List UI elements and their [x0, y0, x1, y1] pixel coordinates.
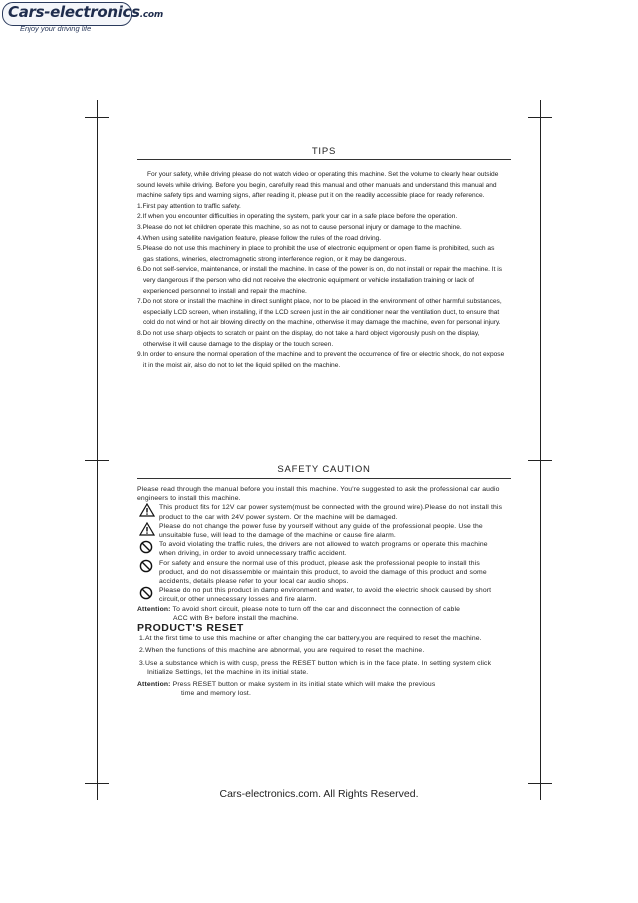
attention-line — [137, 680, 505, 689]
reset-item: 3.Use a substance which is with cusp, press the RESET button which is in the face plate. In setting system click Initialize Settings, let the machine in its initial state. — [139, 659, 492, 676]
caution-text: To avoid violating the traffic rules, the drivers are not allowed to watch programs or operate this machine when driving, in order to avoid unnecessary traffic accident. — [159, 541, 488, 558]
tips-item: 9.In order to ensure the normal operation of the machine and to prevent the occurrence of fire or electric shock, do not expose it in the moist air, also do not to let the liquid spilled on the machine. — [137, 351, 505, 369]
attention-text: To avoid short circuit, please note to turn off the car and disconnect the connection of cable — [172, 605, 461, 613]
logo-wordmark: Cars-electronics.com — [8, 3, 163, 21]
attention-label: Attention: — [137, 605, 171, 613]
safety-title-rule — [137, 478, 511, 479]
caution-text: This product fits for 12V car power system(must be connected with the ground wire).Please do not install this product to the car with 24V power system. Or the machine will be damaged. — [159, 504, 503, 521]
crop-mark — [540, 100, 541, 130]
tips-item: 5.Please do not use this machinery in place to prohibit the use of electronic equipment or open flame is prohibited, such as gas stations, wineries, electromagnetic strong interference region, or it may be dangerous. — [137, 245, 495, 263]
reset-item: 1.At the first time to use this machine or after changing the car battery,you are required to reset the machine. — [139, 635, 482, 643]
crop-mark — [528, 460, 552, 461]
copyright-footer: Cars-electronics.com. All Rights Reserved. — [219, 788, 419, 800]
crop-mark — [85, 783, 109, 784]
crop-mark — [97, 130, 98, 780]
crop-mark — [97, 100, 98, 130]
prohibit-icon — [139, 586, 153, 603]
reset-item: 2.When the functions of this machine are abnormal, you are required to reset the machine. — [139, 647, 425, 655]
safety-body — [137, 485, 505, 698]
prohibit-icon — [139, 559, 153, 576]
caution-item — [137, 559, 505, 587]
warning-icon — [139, 522, 155, 539]
logo-tagline: Enjoy your driving life — [20, 24, 92, 33]
tips-item: 3.Please do not let children operate this machine, so as not to cause personal injury or damage to the machine. — [137, 223, 462, 231]
caution-text: Please do not change the power fuse by yourself without any guide of the professional people. Use the unsuitable fuse, will lead to the damage of the machine or cause fire alarm. — [159, 522, 483, 540]
attention-line — [137, 605, 505, 614]
tips-item: 7.Do not store or install the machine in direct sunlight place, nor to be placed in the environment of other harmful substances, especially LCD screen, when installing, if the LCD screen just in the air conditioner near the ventilation duct, to ensure that cold do not wind or hot air blowing directly on the machine, otherwise it may damage the machine, even for personal injury. — [137, 298, 502, 327]
caution-text: Please do no put this product in damp environment and water, to avoid the electric shock caused by short circuit,or other unnecessary losses and fire alarm. — [159, 587, 492, 604]
safety-title: SAFETY CAUTION — [277, 464, 371, 475]
tips-item: 6.Do not self-service, maintenance, or install the machine. In case of the power is on, do not install or repair the machine. It is very dangerous if the person who did not receive the electronic equipment or vehicle installation training or lack of experienced personnel to install and repair the machine. — [137, 266, 503, 295]
safety-intro: Please read through the manual before you install this machine. You're suggested to ask the professional car audio engineers to install this machine. — [137, 486, 500, 503]
caution-text: For safety and ensure the normal use of this product, please ask the professional people to install this product, and do not disassemble or maintain this product, to avoid the damage of this product and some accidents, details please refer to your local car audio shops. — [159, 559, 487, 586]
attention-label: Attention: — [137, 681, 171, 689]
safety-attention — [137, 605, 505, 623]
brand-logo — [0, 0, 163, 36]
tips-item: 1.First pay attention to traffic safety. — [137, 202, 241, 210]
tips-item: 2.If when you encounter difficulties in operating the system, park your car in a safe place before the operation. — [137, 213, 458, 221]
warning-icon — [139, 503, 155, 520]
attention-continuation: time and memory lost. — [181, 690, 252, 698]
tips-title-rule — [137, 159, 511, 160]
attention-text: Press RESET button or make system in its initial state which will make the previous — [172, 681, 436, 689]
prohibit-icon — [139, 540, 153, 557]
caution-item — [137, 503, 505, 521]
reset-title: PRODUCT'S RESET — [137, 622, 244, 635]
tips-item: 8.Do not use sharp objects to scratch or paint on the display, do not take a hard object vigorously push on the display, otherwise it will cause damage to the display or the touch screen. — [137, 329, 480, 348]
tips-item: 4.When using satellite navigation feature, please follow the rules of the road driving. — [137, 234, 382, 242]
attention-continuation: ACC with B+ before install the machine. — [173, 614, 299, 622]
caution-item — [137, 540, 505, 558]
crop-mark — [540, 130, 541, 780]
crop-mark — [528, 117, 552, 118]
crop-mark — [528, 783, 552, 784]
crop-mark — [85, 460, 109, 461]
tips-intro: For your safety, while driving please do not watch video or operating this machine. Set the volume to clearly hear outside sound levels while driving. Before you begin, carefully read this manual and other manuals and understand this manual and machine safety tips and warning signs, after reading it, please put it on the readily accessible place for ready reference. — [137, 171, 499, 200]
caution-item — [137, 586, 505, 604]
reset-attention — [137, 680, 505, 698]
crop-mark — [85, 117, 109, 118]
tips-title: TIPS — [311, 146, 337, 157]
tips-body — [137, 170, 505, 371]
caution-item — [137, 522, 505, 540]
